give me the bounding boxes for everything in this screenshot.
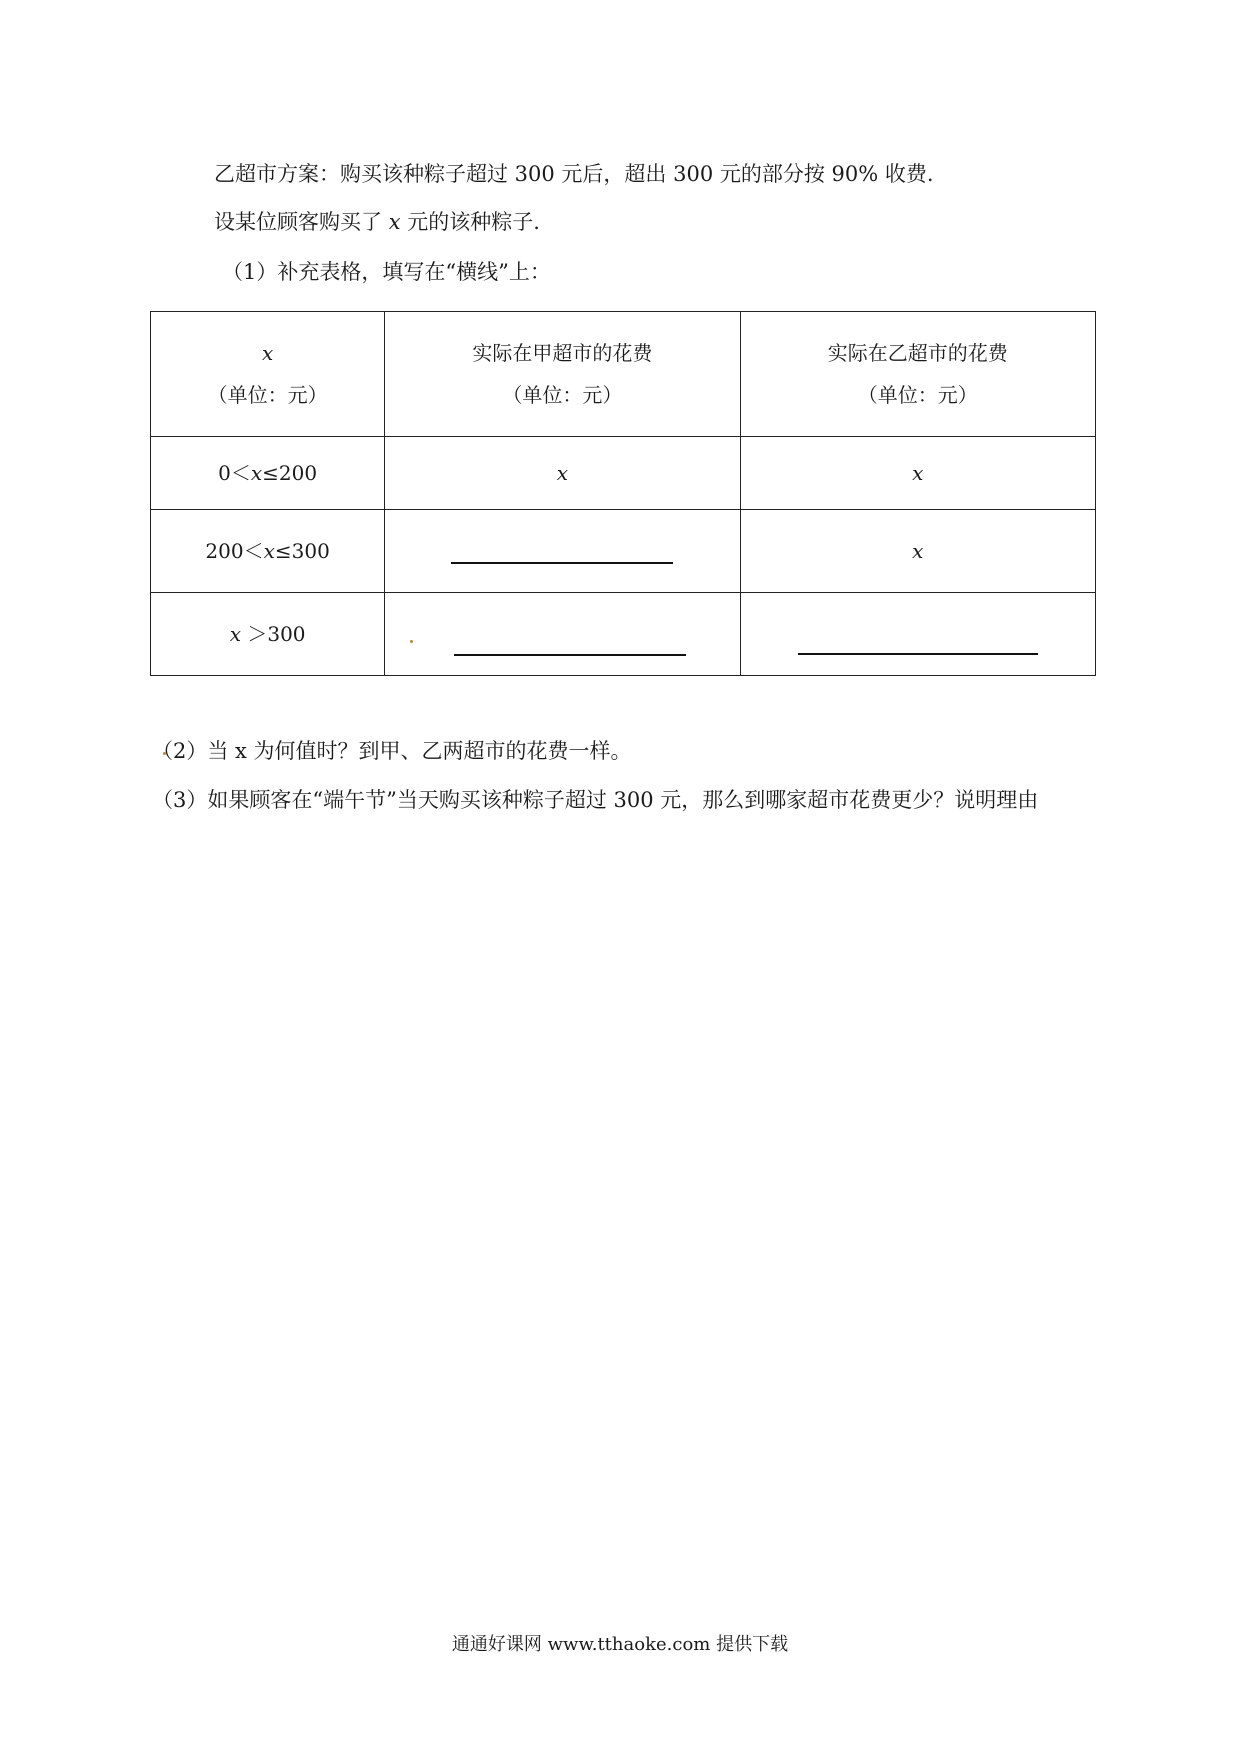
yi-cost-3-blank[interactable] — [798, 653, 1038, 655]
header-yi-title: 实际在乙超市的花费 — [827, 341, 1008, 365]
assumption-pre: 设某位顾客购买了 — [214, 210, 389, 234]
header-cell-x — [151, 312, 385, 437]
range-1-pre: 0＜ — [218, 461, 251, 485]
range-cell-3 — [151, 593, 385, 676]
jia-cost-3-blank[interactable] — [454, 654, 686, 656]
table-row — [151, 437, 1096, 510]
question-2: （2）当 x 为何值时？到甲、乙两超市的花费一样。 — [152, 739, 632, 763]
question-3: （3）如果顾客在“端午节”当天购买该种粽子超过 300 元，那么到哪家超市花费更少？说明理由 — [152, 788, 1039, 812]
footer-credit: 通通好课网 www.tthaoke.com 提供下载 — [451, 1634, 789, 1655]
header-yi-unit: （单位：元） — [857, 383, 978, 407]
header-jia-unit: （单位：元） — [502, 383, 623, 407]
yi-cost-1: x — [740, 437, 1095, 510]
question-1: （1）补充表格，填写在“横线”上： — [222, 260, 551, 284]
jia-cost-3-cell — [385, 593, 740, 676]
header-cell-yi — [740, 312, 1095, 437]
scan-speck — [410, 640, 413, 643]
range-2-pre: 200＜ — [205, 539, 264, 563]
range-3-post: ＞300 — [240, 622, 306, 646]
yi-cost-3-cell — [740, 593, 1095, 676]
assumption-line — [214, 207, 540, 237]
header-x-var: x — [261, 341, 274, 365]
yi-cost-2: x — [740, 510, 1095, 593]
range-1-post: ≤200 — [262, 461, 318, 485]
header-jia-title: 实际在甲超市的花费 — [472, 341, 653, 365]
range-2-post: ≤300 — [274, 539, 330, 563]
variable-x: x — [388, 210, 401, 234]
header-x-unit: （单位：元） — [207, 383, 328, 407]
range-cell-2 — [151, 510, 385, 593]
table-header-row — [151, 312, 1096, 437]
range-1-var: x — [250, 461, 263, 485]
range-3-var: x — [229, 622, 241, 646]
jia-cost-1: x — [385, 437, 740, 510]
jia-cost-2-blank[interactable] — [451, 562, 673, 564]
range-cell-1 — [151, 437, 385, 510]
table-row — [151, 510, 1096, 593]
range-2-var: x — [263, 539, 275, 563]
cost-table — [150, 311, 1096, 676]
jia-cost-2-cell — [385, 510, 740, 593]
table-row — [151, 593, 1096, 676]
supermarket-yi-plan: 乙超市方案：购买该种粽子超过 300 元后，超出 300 元的部分按 90% 收费. — [214, 162, 934, 186]
assumption-post: 元的该种粽子. — [400, 210, 540, 234]
header-cell-jia — [385, 312, 740, 437]
